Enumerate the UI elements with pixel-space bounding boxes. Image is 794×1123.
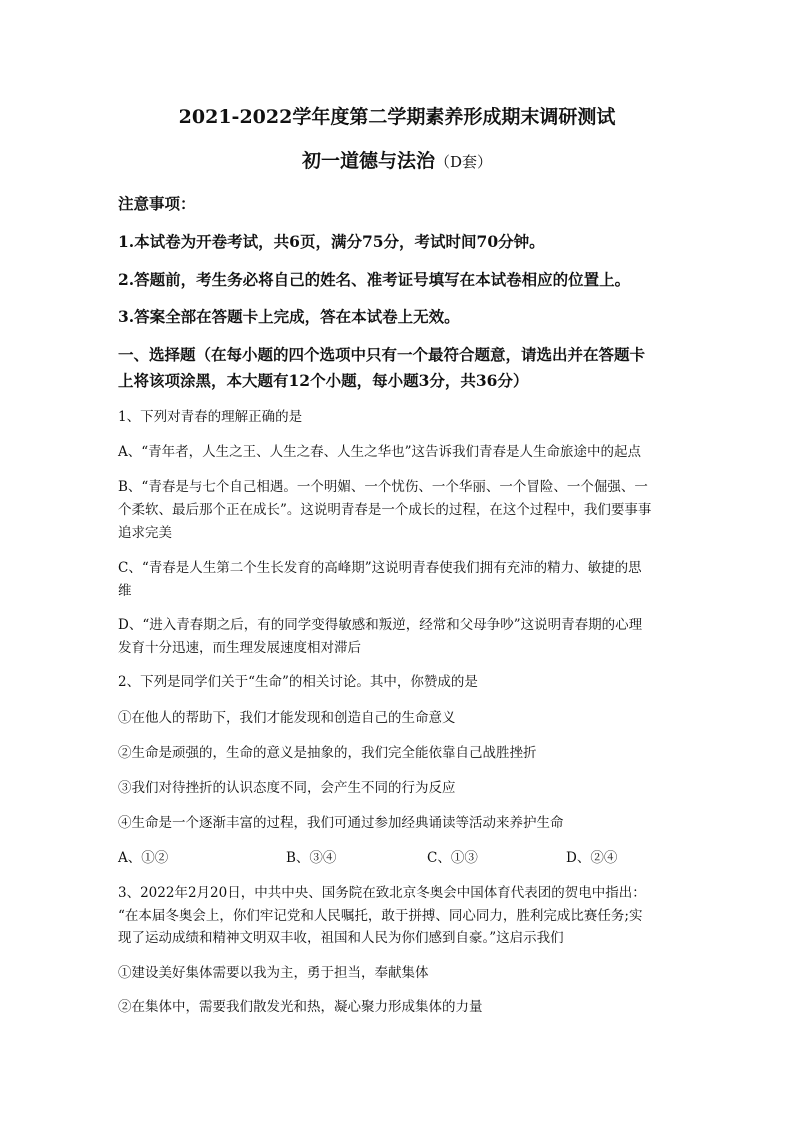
notice-item: 2.答题前，考生务必将自己的姓名、准考证号填写在本试卷相应的位置上。 — [118, 270, 631, 289]
option-b: B、“青春是与七个自己相遇。一个明媚、一个忧伤、一个华丽、一个冒险、一个倔强、一 — [118, 479, 648, 495]
question-stem: 3、2022年2月20日，中共中央、国务院在致北京冬奥会中国体育代表团的贺电中指出： — [118, 885, 646, 901]
question-stem: 2、下列是同学们关于“生命”的相关讨论。其中，你赞成的是 — [118, 674, 478, 690]
notice-heading: 注意事项： — [118, 194, 196, 213]
section-heading: 一、选择题（在每小题的四个选项中只有一个最符合题意，请选出并在答题卡 — [118, 345, 646, 364]
question-stem: “在本届冬奥会上，你们牢记党和人民嘱托，敢于拼搏、同心同力，胜利完成比赛任务;实 — [118, 908, 643, 924]
option-c: C、“青春是人生第二个生长发育的高峰期”这说明青春使我们拥有充沛的精力、敏捷的思 — [118, 560, 642, 576]
question-stem: 1、下列对青春的理解正确的是 — [118, 409, 303, 425]
choice-d: D、②④ — [566, 850, 618, 866]
statement: ①在他人的帮助下，我们才能发现和创造自己的生命意义 — [118, 710, 456, 726]
choice-c: C、①③ — [427, 850, 478, 866]
exam-subject-title — [0, 146, 794, 173]
notice-item: 1.本试卷为开卷考试，共6页，满分75分，考试时间70分钟。 — [118, 232, 545, 251]
section-heading: 上将该项涂黑，本大题有12个小题，每小题3分，共36分） — [118, 371, 529, 390]
statement: ②在集体中，需要我们散发光和热，凝心聚力形成集体的力量 — [118, 999, 483, 1015]
subject-name: 初一道德与法治 — [301, 150, 435, 172]
choice-a: A、①② — [118, 850, 169, 866]
exam-title: 2021-2022学年度第二学期素养形成期末调研测试 — [178, 106, 616, 128]
set-label: （D套） — [434, 153, 493, 171]
option-b: 个柔软、最后那个正在成长”。这说明青春是一个成长的过程，在这个过程中，我们要事事 — [118, 502, 652, 518]
statement: ③我们对待挫折的认识态度不同，会产生不同的行为反应 — [118, 780, 456, 796]
statement: ①建设美好集体需要以我为主，勇于担当，奉献集体 — [118, 965, 429, 981]
option-a: A、“青年者，人生之王、人生之春、人生之华也”这告诉我们青春是人生命旅途中的起点 — [118, 444, 642, 460]
option-c: 维 — [118, 583, 132, 599]
question-stem: 现了运动成绩和精神文明双丰收，祖国和人民为你们感到自豪。”这启示我们 — [118, 930, 564, 946]
statement: ④生命是一个逐渐丰富的过程，我们可通过参加经典诵读等活动来养护生命 — [118, 815, 564, 831]
option-d: 发育十分迅速，而生理发展速度相对滞后 — [118, 640, 361, 656]
notice-item: 3.答案全部在答题卡上完成，答在本试卷上无效。 — [118, 307, 460, 326]
statement: ②生命是顽强的，生命的意义是抽象的，我们完全能依靠自己战胜挫折 — [118, 745, 537, 761]
option-d: D、“进入青春期之后，有的同学变得敏感和叛逆，经常和父母争吵”这说明青春期的心理 — [118, 617, 643, 633]
choice-b: B、③④ — [286, 850, 337, 866]
option-b: 追求完美 — [118, 525, 172, 541]
